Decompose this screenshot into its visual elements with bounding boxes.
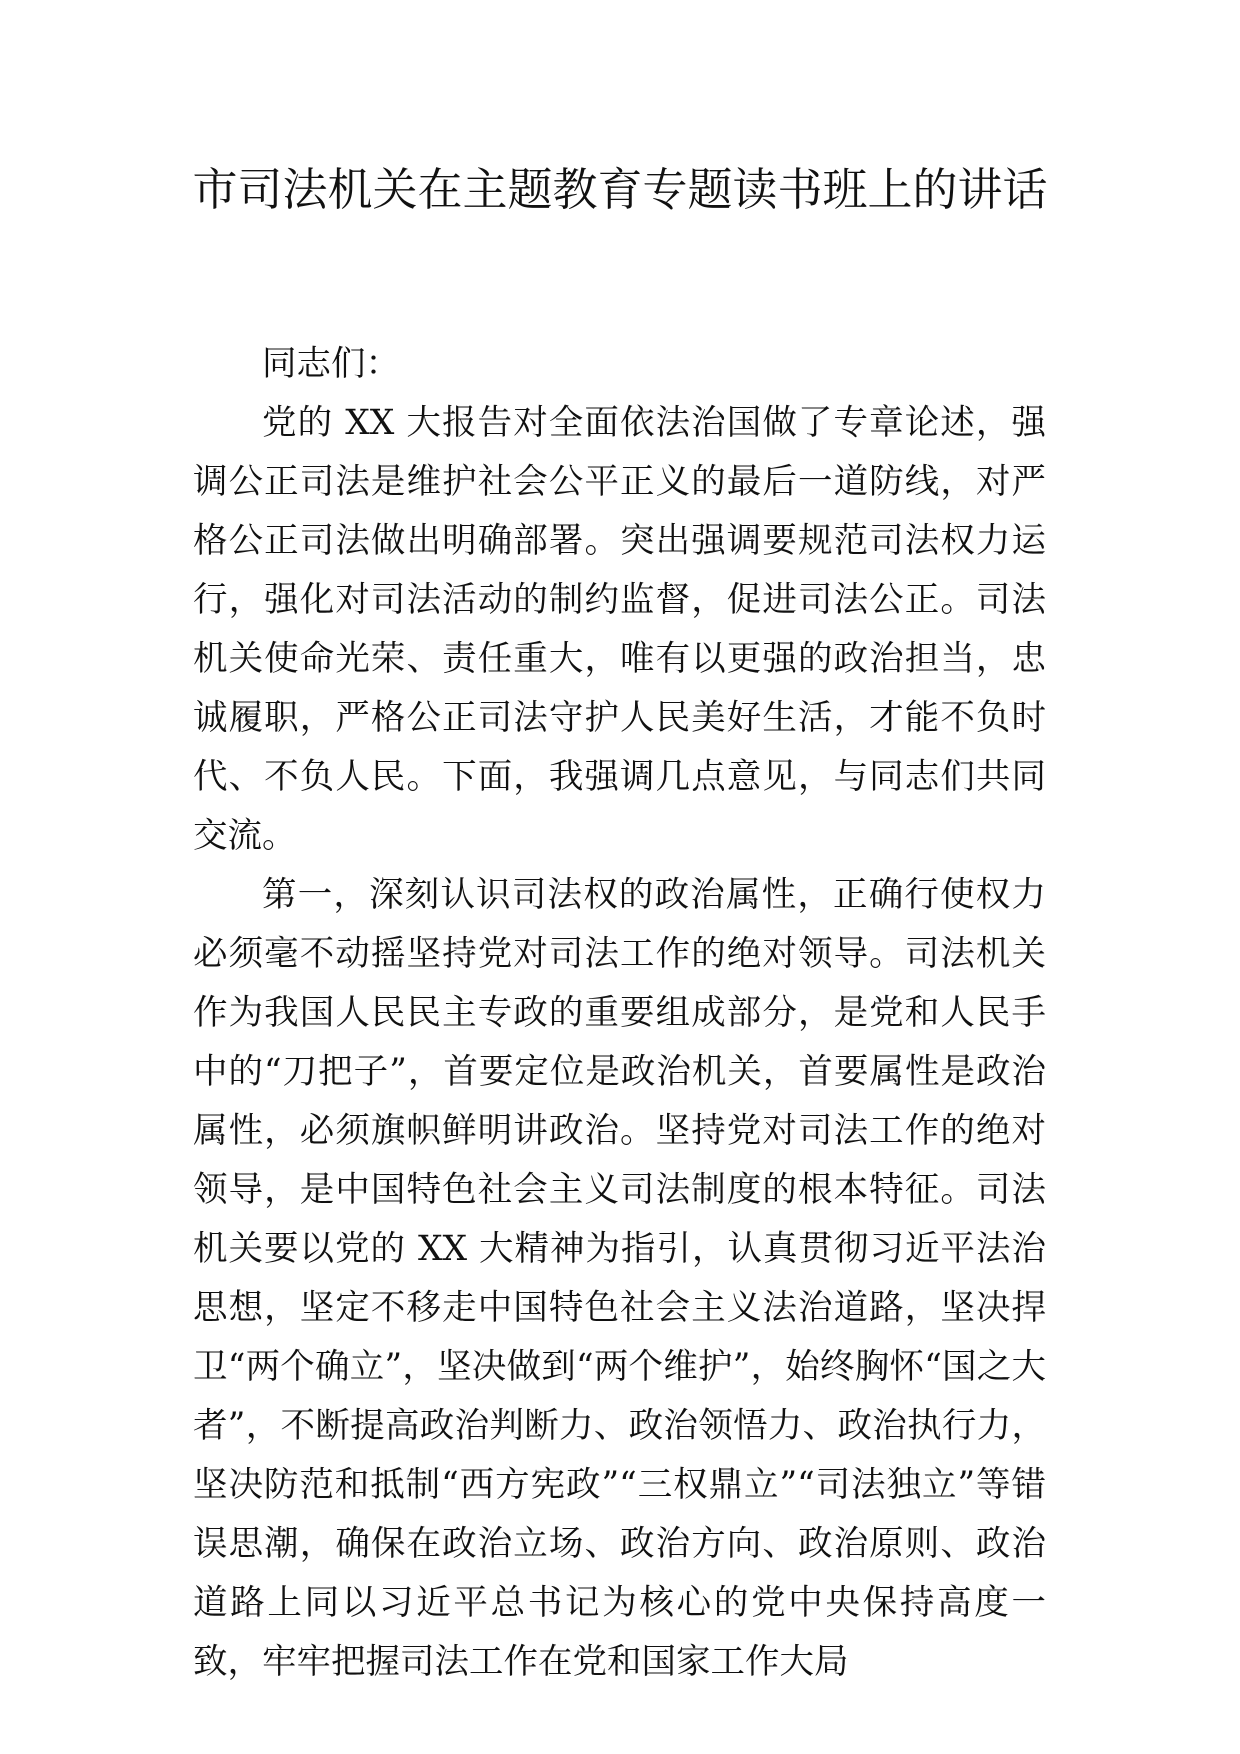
paragraph: 党的 XX 大报告对全面依法治国做了专章论述，强调公正司法是维护社会公平正义的最后一道防线，对严格公正司法做出明确部署。突出强调要规范司法权力运行，强化对司法活动的制约监督，促进司法公正。司法机关使命光荣、责任重大，唯有以更强的政治担当，忠诚履职，严格公正司法守护人民美好生活，才能不负时代、不负人民。下面，我强调几点意见，与同志们共同交流。	[193, 403, 1046, 856]
document-body	[193, 335, 1046, 1692]
document-title: 市司法机关在主题教育专题读书班上的讲话	[192, 163, 1048, 216]
paragraph: 第一，深刻认识司法权的政治属性，正确行使权力必须毫不动摇坚持党对司法工作的绝对领导。司法机关作为我国人民民主专政的重要组成部分，是党和人民手中的“刀把子”，首要定位是政治机关，首要属性是政治属性，必须旗帜鲜明讲政治。坚持党对司法工作的绝对领导，是中国特色社会主义司法制度的根本特征。司法机关要以党的 XX 大精神为指引，认真贯彻习近平法治思想，坚定不移走中国特色社会主义法治道路，坚决捍卫“两个确立”，坚决做到“两个维护”，始终胸怀“国之大者”，不断提高政治判断力、政治领悟力、政治执行力，坚决防范和抵制“西方宪政”“三权鼎立”“司法独立”等错误思潮，确保在政治立场、政治方向、政治原则、政治道路上同以习近平总书记为核心的党中央保持高度一致，牢牢把握司法工作在党和国家工作大局	[193, 875, 1046, 1682]
salutation: 同志们：	[262, 344, 400, 384]
